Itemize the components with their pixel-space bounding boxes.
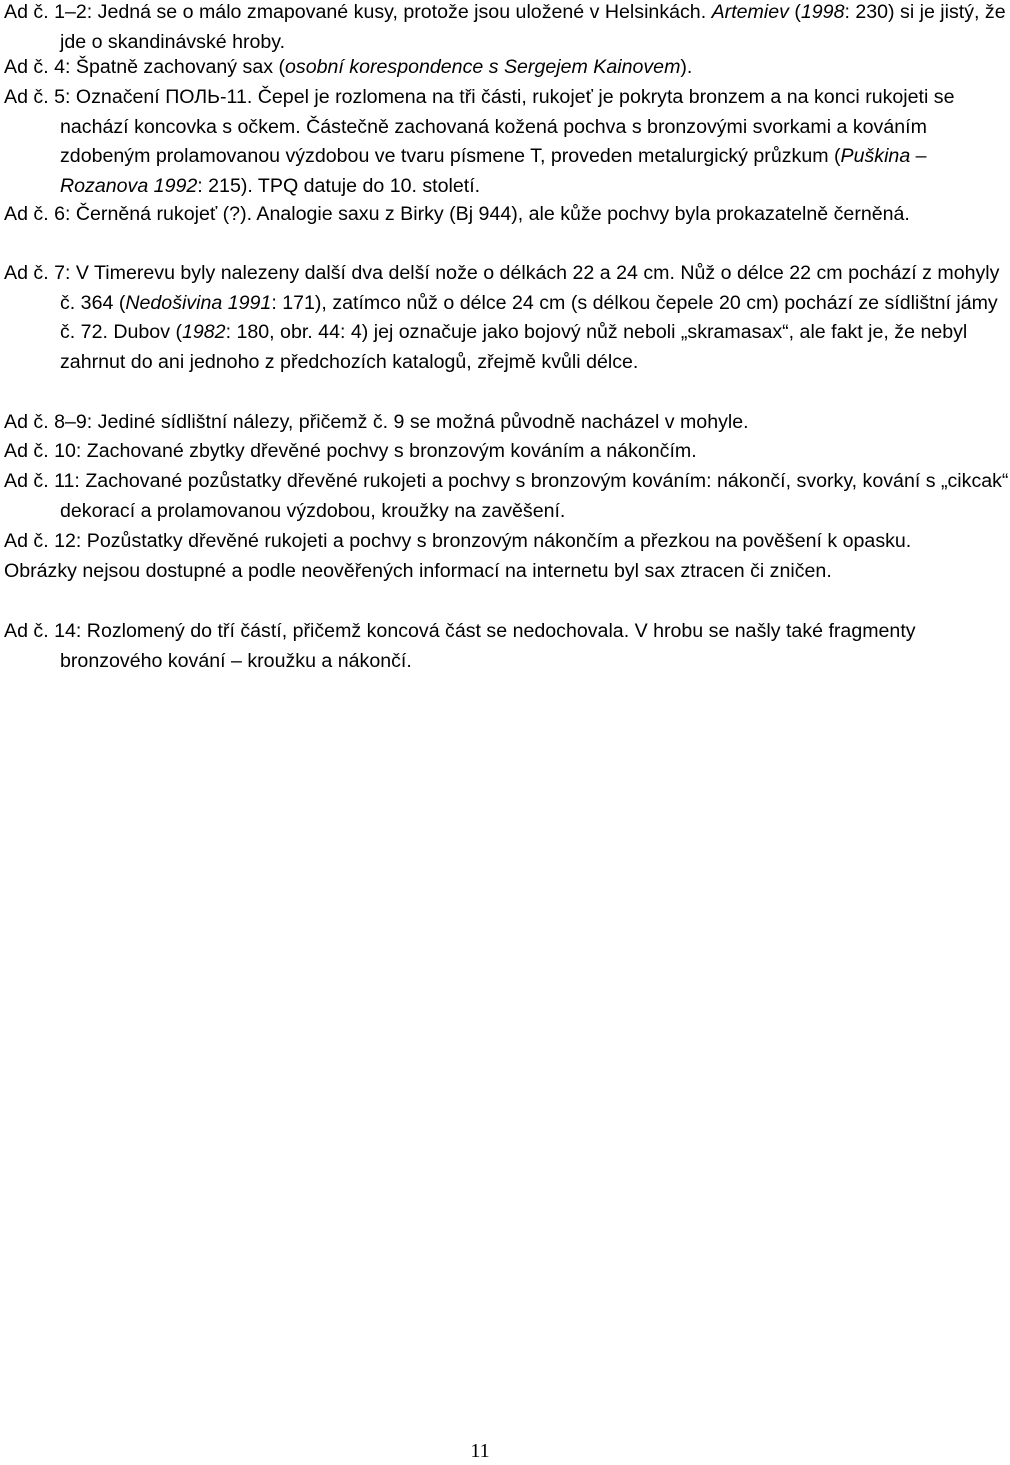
- note-text: Rozlomený do tří částí, přičemž koncová část se nedochovala. V hrobu se našly také fragmenty bronzového kování – kroužku a nákončí.: [60, 620, 916, 672]
- note-label: Ad č. 11:: [4, 470, 80, 492]
- note-text: : 180, obr. 44: 4) jej označuje jako bojový nůž neboli „skramasax“, ale fakt je, že nebyl zahrnut do ani jednoho z předchozích katalogů, zřejmě kvůli délce.: [60, 321, 968, 373]
- citation-source: Puškina – Rozanova 1992: [60, 145, 927, 197]
- note-ad-4: [0, 53, 1010, 83]
- note-text: : 171), zatímco nůž o délce 24 cm (s délkou čepele 20 cm) pochází ze sídlištní jámy č. 72. Dubov (: [60, 291, 998, 343]
- note-text: Špatně zachovaný sax (: [70, 56, 286, 78]
- note-label: Ad č. 14:: [4, 620, 82, 642]
- page-number: 11: [470, 1440, 490, 1462]
- note-ad-8-9: [0, 408, 1010, 438]
- note-ad-10: [0, 437, 1010, 467]
- note-text: V Timerevu byly nalezeny další dva delší nože o délkách 22 a 24 cm. Nůž o délce 22 cm pochází z mohyly č. 364 (: [60, 262, 1000, 314]
- note-label: Ad č. 1–2:: [4, 1, 93, 23]
- citation-year: 1982: [181, 321, 226, 343]
- note-ad-6: [0, 200, 1010, 230]
- note-text: Označení ПОЛЬ-11. Čepel je rozlomena na tři části, rukojeť je pokryta bronzem a na konci rukojeti se nachází koncovka s očkem. Částečně zachovaná kožená pochva s bronzovými svorkami a kováním zdobeným prolamovanou výzdobou ve tvaru písmene T, proveden metalurgický průzkum (: [60, 86, 955, 167]
- note-text: (: [788, 1, 801, 23]
- note-label: Ad č. 6:: [4, 203, 71, 225]
- note-text: Jedná se o málo zmapované kusy, protože jsou uložené v Helsinkách.: [92, 1, 712, 23]
- note-ad-12: [0, 527, 954, 586]
- note-text: Zachované pozůstatky dřevěné rukojeti a pochvy s bronzovým kováním: nákončí, svorky, kování s „cikcak“ dekorací a prolamovanou výzdobou, kroužky na zavěšení.: [60, 470, 1009, 522]
- note-label: Ad č. 4:: [4, 56, 71, 78]
- note-text: Zachované zbytky dřevěné pochvy s bronzovým kováním a nákončím.: [81, 440, 697, 462]
- note-text: Jediné sídlištní nálezy, přičemž č. 9 se možná původně nacházel v mohyle.: [92, 411, 749, 433]
- note-label: Ad č. 10:: [4, 440, 82, 462]
- note-text: Černěná rukojeť (?). Analogie saxu z Birky (Bj 944), ale kůže pochvy byla prokazatelně černěná.: [70, 203, 910, 225]
- note-ad-14: [0, 617, 1010, 676]
- note-text: : 230) si je jistý, že jde o skandinávské hroby.: [60, 1, 1006, 53]
- citation-author: Artemiev: [711, 1, 789, 23]
- note-text: ).: [680, 56, 693, 78]
- note-text: : 215). TPQ datuje do 10. století.: [197, 174, 481, 197]
- citation-source: Nedošivina 1991: [125, 291, 272, 314]
- citation-year: 1998: [800, 1, 845, 23]
- note-ad-1-2: [0, 0, 1010, 57]
- note-label: Ad č. 12:: [4, 530, 82, 552]
- note-label: Ad č. 5:: [4, 86, 71, 108]
- note-ad-5: [0, 83, 1010, 201]
- note-ad-7: [0, 259, 1010, 377]
- note-label: Ad č. 8–9:: [4, 411, 93, 433]
- note-label: Ad č. 7:: [4, 262, 71, 284]
- note-ad-11: [0, 467, 1010, 526]
- citation-source: osobní korespondence s Sergejem Kainovem: [285, 56, 681, 78]
- note-text: Pozůstatky dřevěné rukojeti a pochvy s bronzovým nákončím a přezkou na pověšení k opasku. Obrázky nejsou dostupné a podle neověřených informací na internetu byl sax ztracen či zničen.: [4, 530, 912, 582]
